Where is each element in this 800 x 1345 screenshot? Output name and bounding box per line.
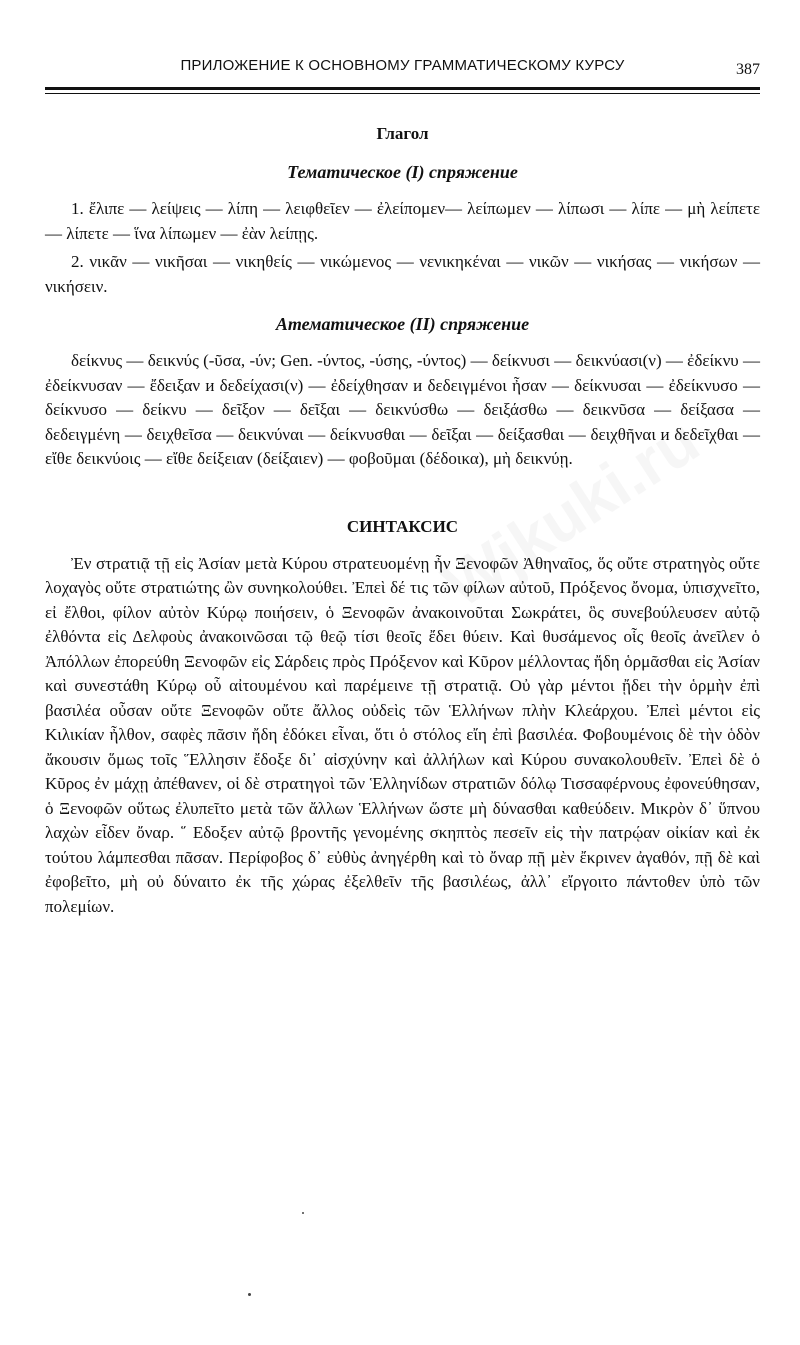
athematic-exercise: δείκνυς — δεικνύς (-ῦσα, -ύν; Gen. -ύντος, -ύσης, -ύντος) — δείκνυσι — δεικνύασι(ν) — ἐδείκνυ — ἐδείκνυσαν — ἔδειξαν и δεδείχασι(ν) — ἐδείχθησαν и δεδειγμένοι ἦσαν — δείκνυσαι — ἐδείκνυσο — δείκνυσο — δείκνυ — δεῖξον — δεῖξαι — δεικνύσθω — δειξάσθω — δεικνῦσα — δείξασα — δεδειγμένη — δειχθεῖσα — δεικνύναι — δείκνυσθαι — δεῖξαι — δείξασθαι — δειχθῆναι и δεδεῖχθαι — εἴθε δεικνύοις — εἴθε δείξειαν (δείξαιεν) — φοβοῦμαι (δέδοικα), μὴ δεικνύῃ.	[45, 351, 760, 468]
syntax-heading: СИНТАКСИС	[346, 516, 459, 536]
thematic-conjugation-heading: Тематическое (I) спряжение	[287, 162, 518, 182]
thematic-exercise-1: 1. ἔλιπε — λείψεις — λίπη — λειφθεῖεν — ἐλείπομεν— λείπωμεν — λίπωσι — λίπε — μὴ λείπετε — λίπετε — ἵνα λίπωμεν — ἐὰν λείπῃς.	[45, 199, 760, 243]
syntax-reading-text: Ἐν στρατιᾷ τῇ εἰς Ἀσίαν μετὰ Κύρου στρατευομένῃ ἦν Ξενοφῶν Ἀθηναῖος, ὅς οὔτε στρατηγὸς οὔτε λοχαγὸς οὔτε στρατιώτης ὢν συνηκολούθει. Ἐπεὶ δέ τις τῶν φίλων αὐτοῦ, Πρόξενος ὄνομα, ὑπισχνεῖτο, εἰ ἔλθοι, φίλον αὐτὸν Κύρῳ ποιήσειν, ὁ Ξενοφῶν ἀνακοινοῦται Σωκράτει, ὃς συνεβούλευσεν αὐτῷ ἐλθόντα εἰς Δελφοὺς ἀνακοινῶσαι τῷ θεῷ τίσι θεοῖς ἔδει θύειν. Καὶ θυσάμενος οἷς θεοῖς ἀνεῖλεν ὁ Ἀπόλλων ἐπορεύθη Ξενοφῶν εἰς Σάρδεις πρὸς Πρόξενον καὶ Κῦρον μέλλοντας ἤδη ὁρμᾶσθαι εἰς Ἀσίαν καὶ συνεστάθη Κύρῳ οὗ αἰτουμένου καὶ παρέμεινε τῇ στρατιᾷ. Οὐ γὰρ μέντοι ᾔδει τὴν ὁρμὴν ἐπὶ βασιλέα οὖσαν οὔτε Ξενοφῶν οὔτε ἄλλος οὐδεὶς τῶν Ἑλλήνων πλὴν Κλεάρχου. Ἐπεὶ μέντοι εἰς Κιλικίαν ἦλθον, σαφὲς πᾶσιν ἤδη ἐδόκει εἶναι, ὅτι ὁ στόλος εἴη ἐπὶ βασιλέα. Φοβουμένοις δὲ τὴν ὁδὸν ἄκουσιν ὅμως τοῖς Ἕλλησιν ἔδοξε δι᾽ αἰσχύνην καὶ ἀλλήλων καὶ Κύρου συνακολουθεῖν. Ἐπεὶ δὲ ὁ Κῦρος ἐν μάχῃ ἀπέθανεν, οἱ δὲ στρατηγοὶ τῶν Ἑλληνίδων στρατιῶν δόλῳ Τισσαφέρνους ἐφονεύθησαν, ὁ Ξενοφῶν οὕτως ἐλυπεῖτο μετὰ τῶν ἄλλων Ἑλλήνων ὥστε μὴ δύνασθαι καθεύδειν. Μικρὸν δ᾽ ὕπνου λαχὼν εἶδεν ὄναρ. ῞ Εδοξεν αὐτῷ βροντῆς γενομένης σκηπτὸς πεσεῖν εἰς τὴν πατρῴαν οἰκίαν καὶ ἐκ τούτου λάμπεσθαι πᾶσαν. Περίφοβος δ᾽ εὐθὺς ἀνηγέρθη καὶ τὸ ὄναρ πῇ μὲν ἔκρινεν ἀγαθόν, πῇ δὲ καὶ ἐφοβεῖτο, μὴ οὐ δύναιτο ἐκ τῆς χώρας ἐξελθεῖν τῆς βασιλέως, ἀλλ᾽ εἴργοιτο πάντοθεν ὑπὸ τῶν πολεμίων.	[45, 553, 760, 916]
header-rule-thin	[45, 93, 760, 94]
book-page	[45, 55, 760, 916]
page-content	[45, 123, 760, 919]
running-header	[45, 55, 760, 83]
thematic-exercise-2: 2. νικᾶν — νικῆσαι — νικηθείς — νικώμενος — νενικηκέναι — νικῶν — νικήσας — νικήσων — νικήσειν.	[45, 252, 760, 296]
athematic-conjugation-heading: Атематическое (II) спряжение	[275, 314, 530, 334]
verb-heading: Глагол	[376, 124, 429, 143]
page-number: 387	[736, 61, 760, 78]
scan-speck	[248, 1293, 251, 1296]
header-rule-thick	[45, 87, 760, 90]
running-title: ПРИЛОЖЕНИЕ К ОСНОВНОМУ ГРАММАТИЧЕСКОМУ КУРСУ	[180, 57, 625, 74]
scan-speck	[302, 1212, 304, 1214]
